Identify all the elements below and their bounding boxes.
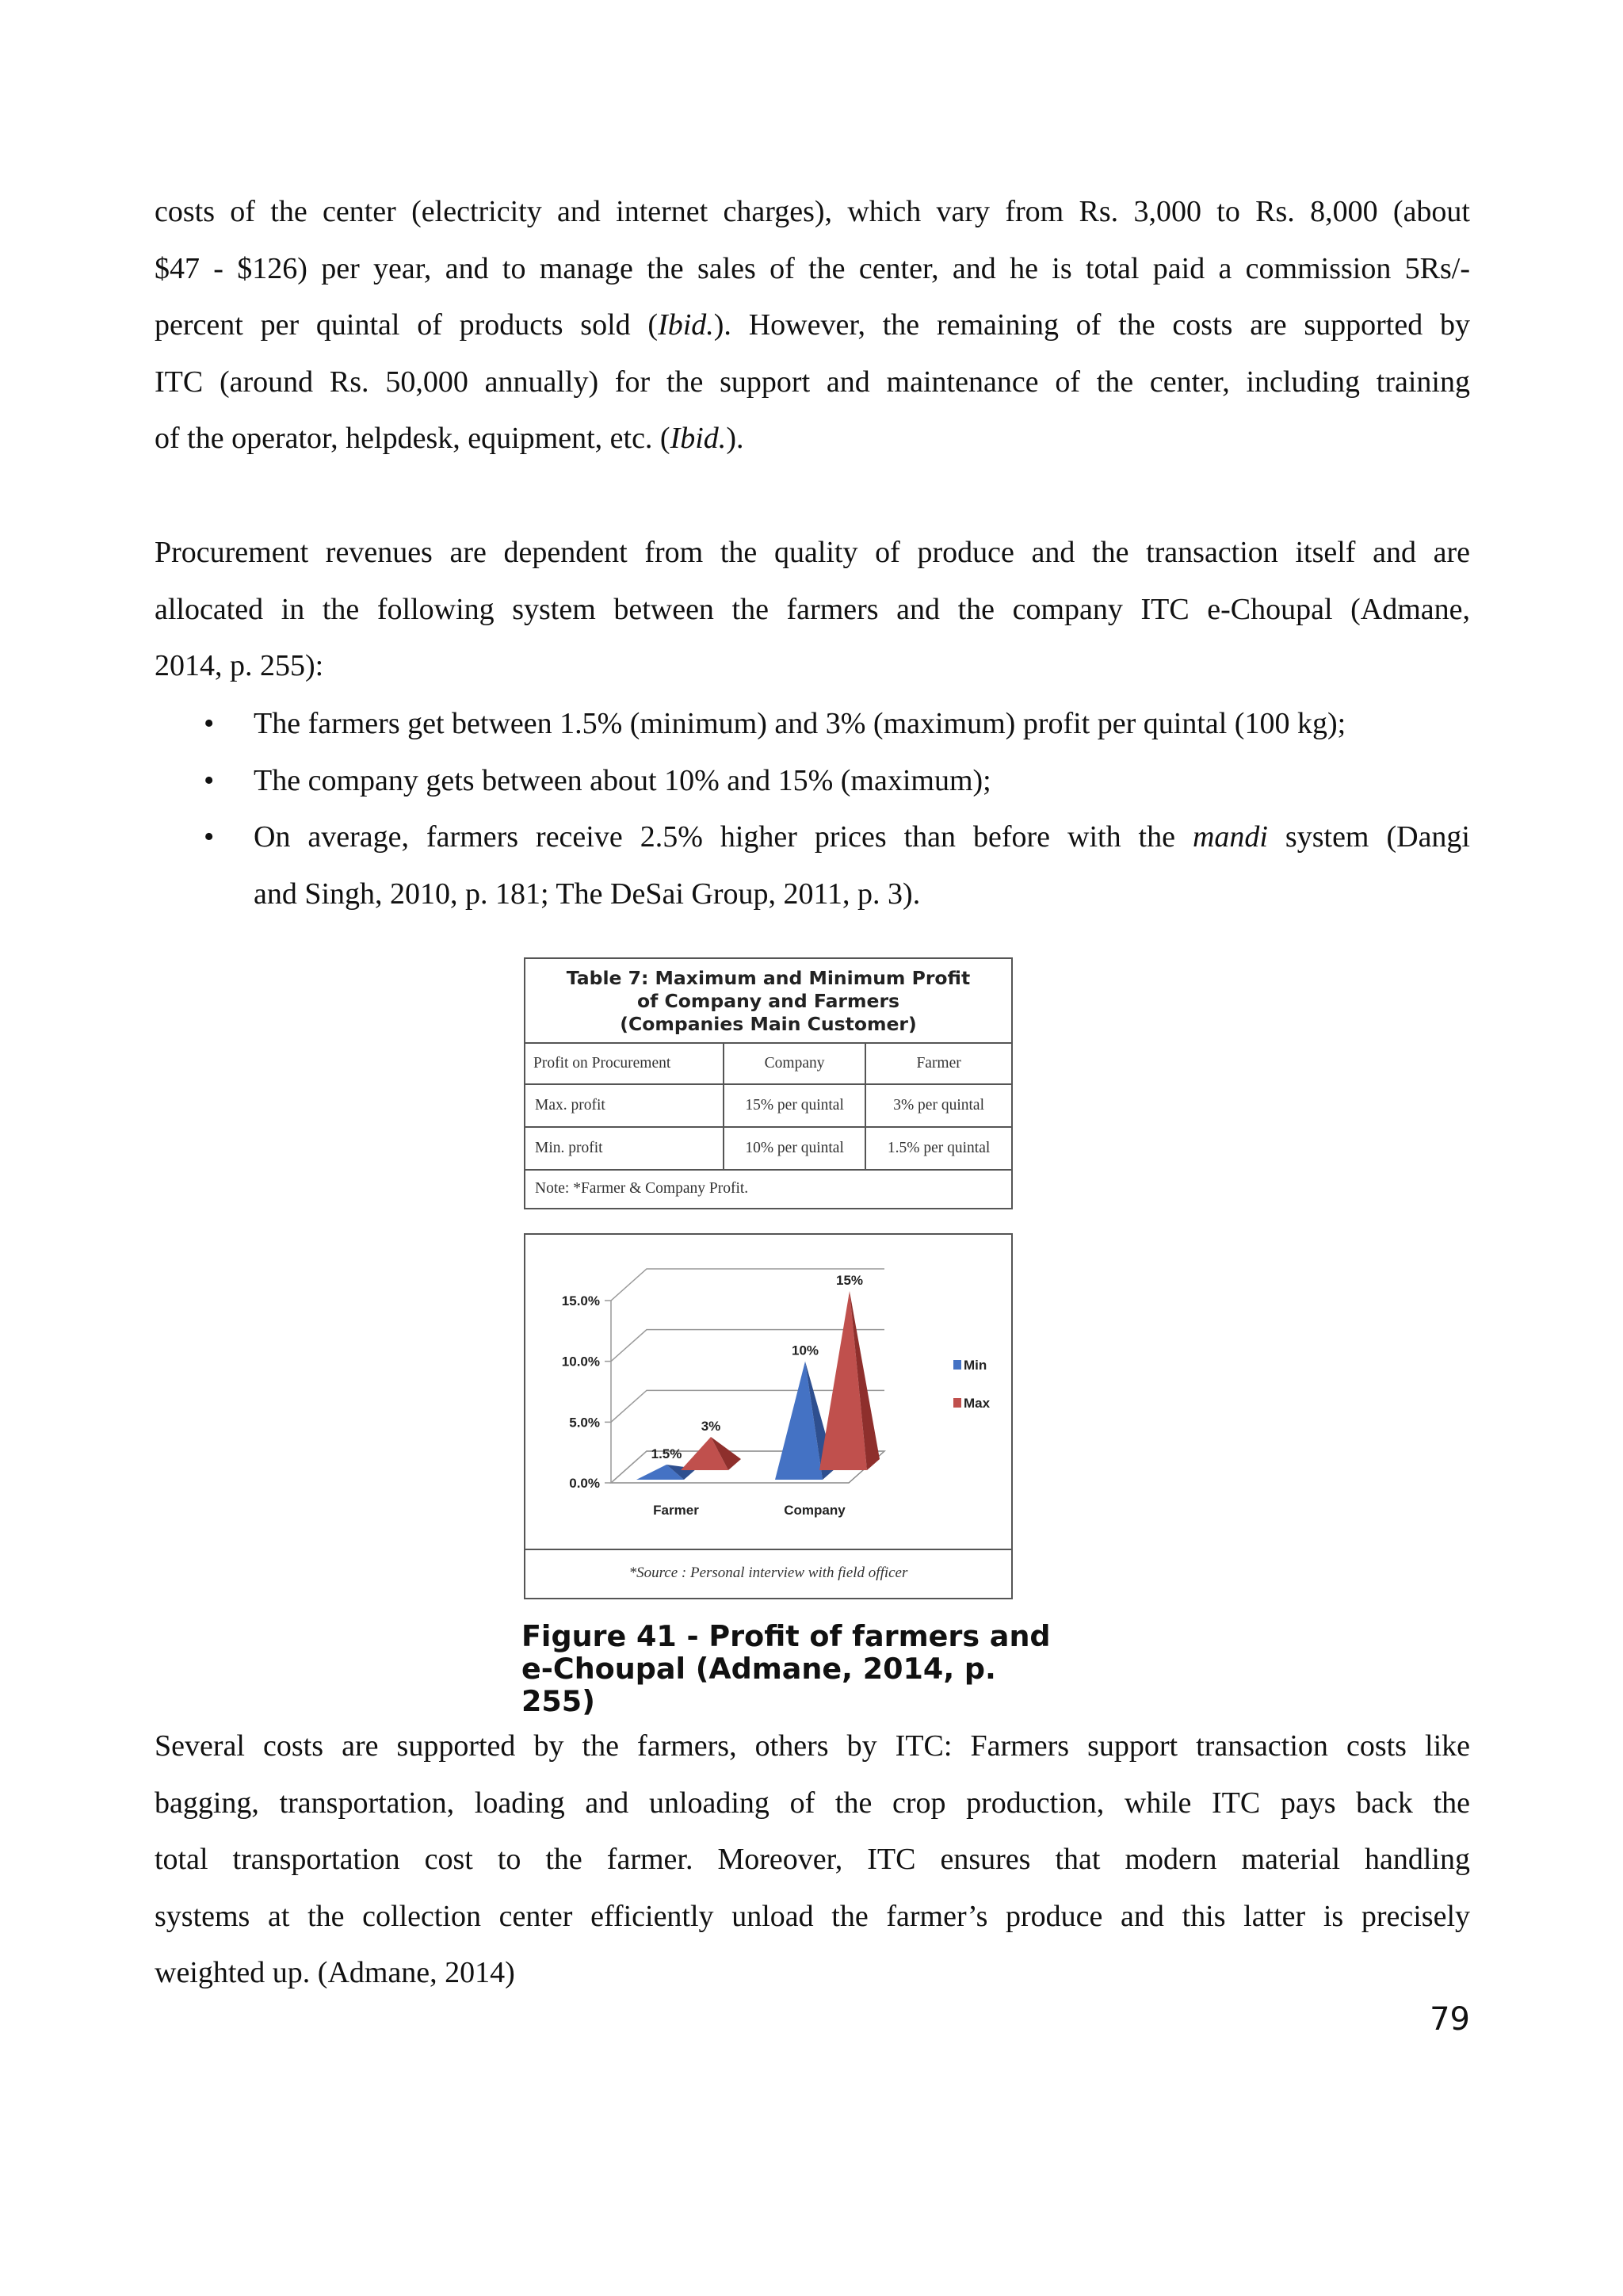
bullet-text-line: and Singh, 2010, p. 181; The DeSai Group, 2011, p. 3). xyxy=(254,877,921,911)
legend-label: Max xyxy=(964,1396,991,1411)
x-tick-label: Company xyxy=(784,1503,846,1518)
header-company: Company xyxy=(724,1043,865,1084)
text-line: percent per quintal of products sold (Ibid.). However, the remaining of the costs are supported by xyxy=(155,308,1471,342)
bullet-text-line: On average, farmers receive 2.5% higher prices than before with the mandi system (Dangi xyxy=(254,820,1470,854)
text-line: allocated in the following system between the farmers and the company ITC e-Choupal (Admane, xyxy=(155,592,1470,626)
text-line: systems at the collection center efficiently unload the farmer’s produce and this latter is precisely xyxy=(155,1899,1470,1933)
text-line: $47 - $126) per year, and to manage the sales of the center, and he is total paid a commission 5Rs/- xyxy=(155,251,1470,285)
y-tick-label: 15.0% xyxy=(561,1293,600,1308)
y-tick-label: 0.0% xyxy=(569,1476,600,1491)
data-label: 3% xyxy=(701,1419,721,1434)
bullet-list xyxy=(155,696,1470,923)
text-line: weighted up. (Admane, 2014) xyxy=(155,1956,515,1989)
x-tick-label: Farmer xyxy=(653,1503,699,1518)
profit-table-figure xyxy=(524,957,1013,1209)
profit-chart xyxy=(525,1235,1011,1550)
bullet-item xyxy=(155,809,1470,923)
table-caption: Table 7: Maximum and Minimum Profit of Company and Farmers (Companies Main Customer) xyxy=(566,967,971,1035)
paragraph-transaction-costs xyxy=(155,1718,1470,2002)
table-header-row xyxy=(525,1043,1011,1084)
legend-label: Min xyxy=(964,1358,987,1373)
header-farmer: Farmer xyxy=(865,1043,1011,1084)
paragraph-procurement xyxy=(155,525,1470,695)
page-number: 79 xyxy=(1430,2001,1470,2038)
figure-caption: Figure 41 - Profit of farmers and e-Choupal (Admane, 2014, p. 255) xyxy=(521,1619,1051,1718)
y-tick-label: 10.0% xyxy=(561,1354,600,1370)
text-line: Several costs are supported by the farmers, others by ITC: Farmers support transaction costs like xyxy=(155,1729,1470,1763)
legend-swatch-max xyxy=(953,1398,961,1408)
text-line: of the operator, helpdesk, equipment, etc. (Ibid.). xyxy=(155,422,744,455)
data-label: 15% xyxy=(835,1273,864,1288)
bullet-text-line: The farmers get between 1.5% (minimum) and 3% (maximum) profit per quintal (100 kg); xyxy=(254,707,1346,740)
text-line: bagging, transportation, loading and unloading of the crop production, while ITC pays back the xyxy=(155,1786,1470,1820)
bullet-icon: • xyxy=(204,763,215,797)
text-line: ITC (around Rs. 50,000 annually) for the support and maintenance of the center, including training xyxy=(155,365,1470,399)
bullet-icon: • xyxy=(204,820,215,854)
text-line: total transportation cost to the farmer. Moreover, ITC ensures that modern material handling xyxy=(155,1843,1470,1876)
paragraph-costs xyxy=(155,184,1470,468)
data-label: 1.5% xyxy=(651,1446,682,1461)
text-line: costs of the center (electricity and internet charges), which vary from Rs. 3,000 to Rs. 8,000 (about xyxy=(155,195,1470,228)
table-note: Note: *Farmer & Company Profit. xyxy=(525,1169,1011,1207)
profit-chart-figure xyxy=(524,1233,1013,1599)
chart-source: *Source : Personal interview with field officer xyxy=(525,1549,1011,1598)
legend-swatch-min xyxy=(953,1360,961,1370)
text-line: Procurement revenues are dependent from the quality of produce and the transaction itself and are xyxy=(155,536,1470,569)
table-row: Max. profit 15% per quintal 3% per quintal xyxy=(525,1084,1011,1127)
header-profit: Profit on Procurement xyxy=(525,1043,724,1084)
bullet-icon: • xyxy=(204,707,215,740)
y-tick-label: 5.0% xyxy=(569,1415,600,1431)
bullet-item xyxy=(155,696,1470,753)
text-line: 2014, p. 255): xyxy=(155,649,324,682)
table-row: Min. profit 10% per quintal 1.5% per quintal xyxy=(525,1127,1011,1169)
bullet-text-line: The company gets between about 10% and 15% (maximum); xyxy=(254,763,991,797)
profit-table xyxy=(525,1042,1011,1169)
bullet-item xyxy=(155,753,1470,810)
data-label: 10% xyxy=(791,1343,819,1358)
